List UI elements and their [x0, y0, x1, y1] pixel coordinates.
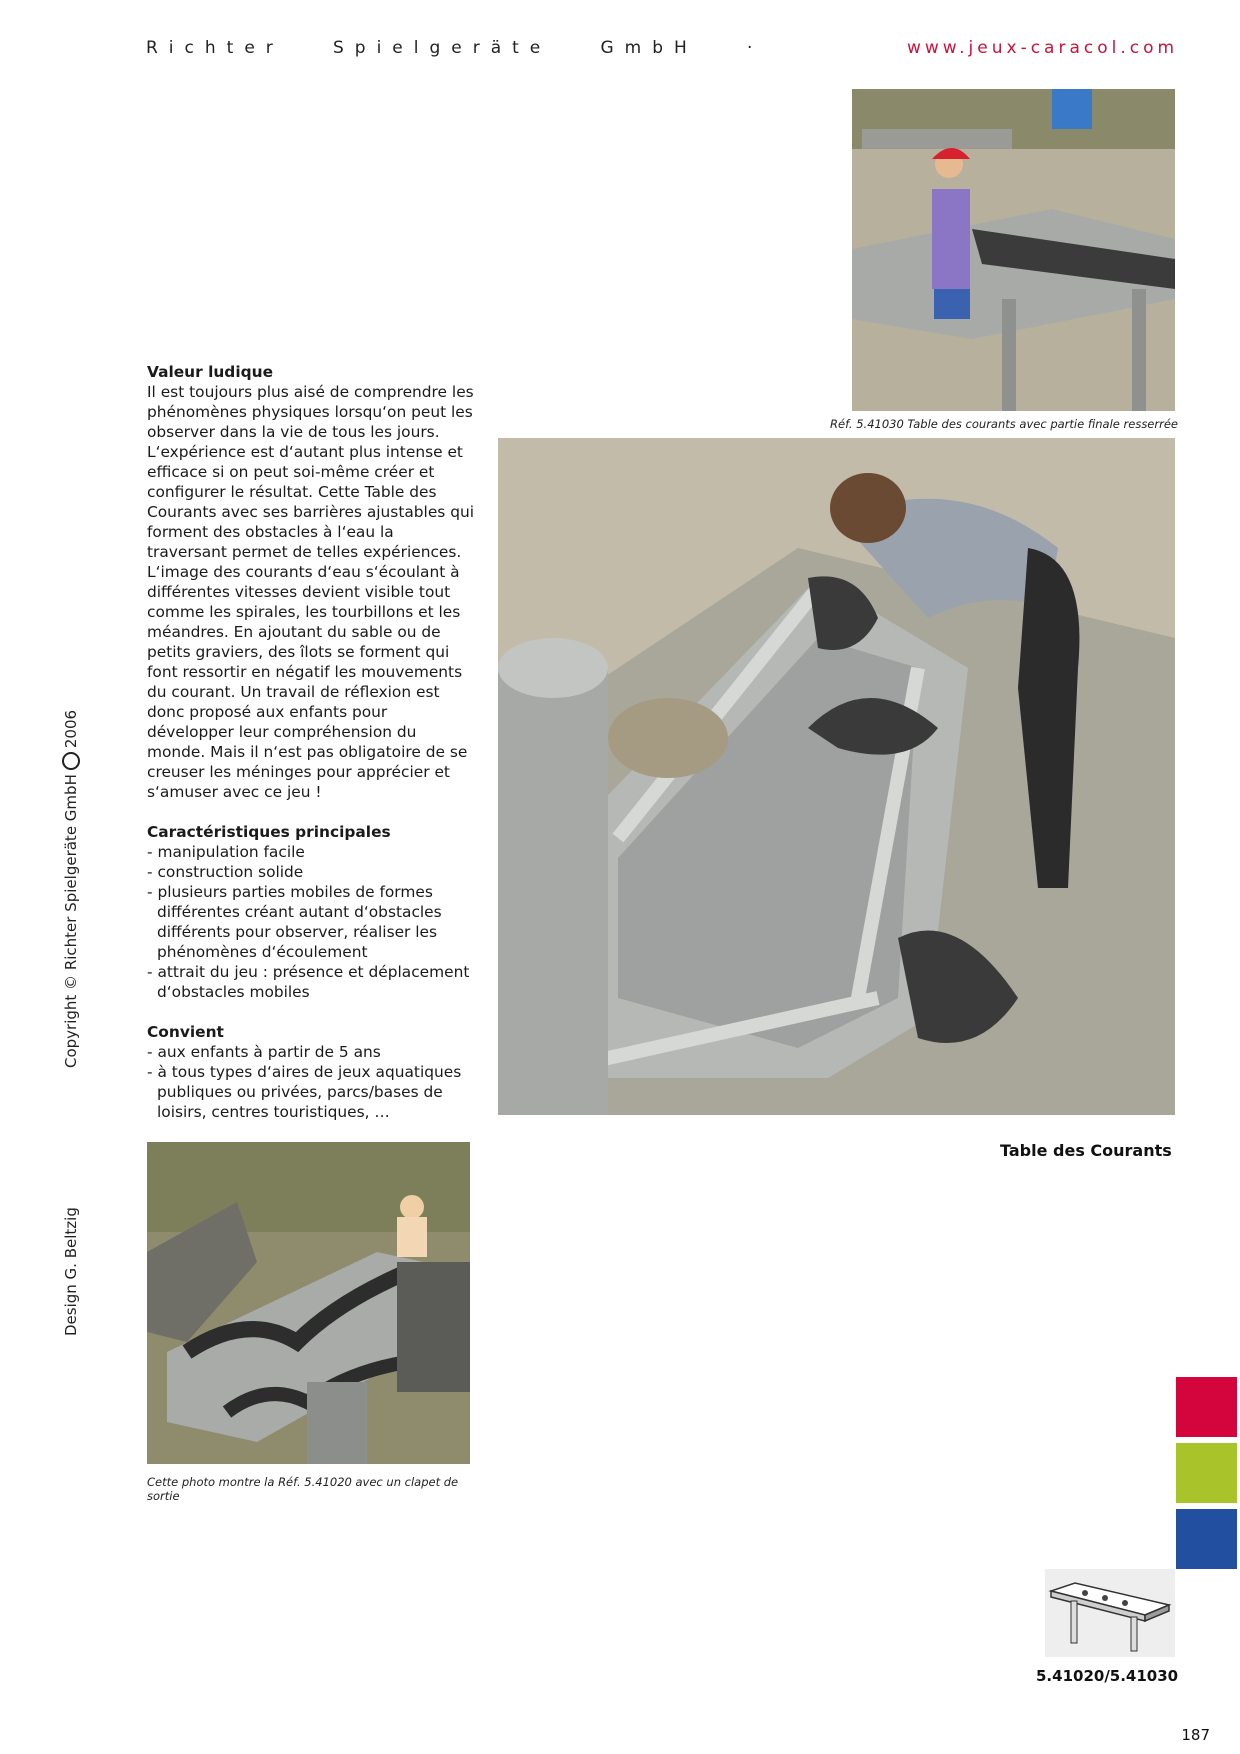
- list-item: - manipulation facile: [147, 843, 305, 861]
- body-text: [147, 362, 477, 1142]
- list-item: - à tous types d‘aires de jeux aquatiques publiques ou privées, parcs/bases de loisirs, centres touristiques, …: [147, 1063, 462, 1121]
- list-caracteristiques: [147, 842, 477, 1002]
- product-drawing-icon: [1045, 1569, 1175, 1657]
- swatch-green: [1176, 1443, 1237, 1503]
- list-item: - construction solide: [147, 863, 304, 881]
- swatch-red: [1176, 1377, 1237, 1437]
- page-number: 187: [1181, 1726, 1210, 1744]
- heading-valeur-ludique: Valeur ludique: [147, 363, 274, 381]
- caption-bottom-left: Cette photo montre la Réf. 5.41020 avec un clapet de sortie: [147, 1475, 459, 1503]
- list-convient: [147, 1042, 477, 1122]
- photo-top-right: [852, 89, 1175, 411]
- header-url[interactable]: www.jeux-caracol.com: [907, 38, 1179, 58]
- copyright-year: 2006: [62, 709, 80, 749]
- paragraph-valeur-ludique: Il est toujours plus aisé de comprendre les phénomènes physiques lorsqu‘on peut les observer dans la vie de tous les jours. L‘expérience est d‘autant plus intense et efficace si on peut soi-même créer et configurer le résultat. Cette Table des Courants avec ses barrières ajustables qui forment des obstacles à l‘eau la traversant permet de telles expériences. L‘image des courants d‘eau s‘écoulant à différentes vitesses devient visible tout comme les spirales, les tourbillons et les méandres. En ajoutant du sable ou de petits graviers, des îlots se forment qui font ressortir en négatif les mouvements du courant. Un travail de réflexion est donc proposé aux enfants pour développer leur compréhension du monde. Mais il n‘est pas obligatoire de se creuser les méninges pour apprécier et s‘amuser avec ce jeu !: [147, 383, 475, 801]
- list-item: - plusieurs parties mobiles de formes différentes créant autant d‘obstacles différents pour observer, réaliser les phénomènes d‘écoulement: [147, 883, 442, 961]
- heading-convient: Convient: [147, 1023, 224, 1041]
- swatch-blue: [1176, 1509, 1237, 1569]
- caption-top-right: Réf. 5.41030 Table des courants avec partie finale resserrée: [830, 417, 1178, 431]
- product-thumbnail: [1045, 1569, 1175, 1657]
- copyright-text: Copyright © Richter Spielgeräte GmbH: [62, 774, 80, 1068]
- photo-bottom-left: [147, 1142, 470, 1464]
- logo-icon: [62, 752, 80, 770]
- product-name: Table des Courants: [1000, 1141, 1172, 1160]
- photo-main: [498, 438, 1175, 1115]
- list-item: - attrait du jeu : présence et déplacement d‘obstacles mobiles: [147, 963, 470, 1001]
- design-credit: Design G. Beltzig: [62, 1207, 80, 1336]
- header-company: Richter Spielgeräte GmbH ·: [146, 38, 764, 58]
- product-ref: 5.41020/5.41030: [1036, 1667, 1179, 1685]
- heading-caracteristiques: Caractéristiques principales: [147, 823, 391, 841]
- copyright-vertical: [62, 710, 80, 1068]
- list-item: - aux enfants à partir de 5 ans: [147, 1043, 381, 1061]
